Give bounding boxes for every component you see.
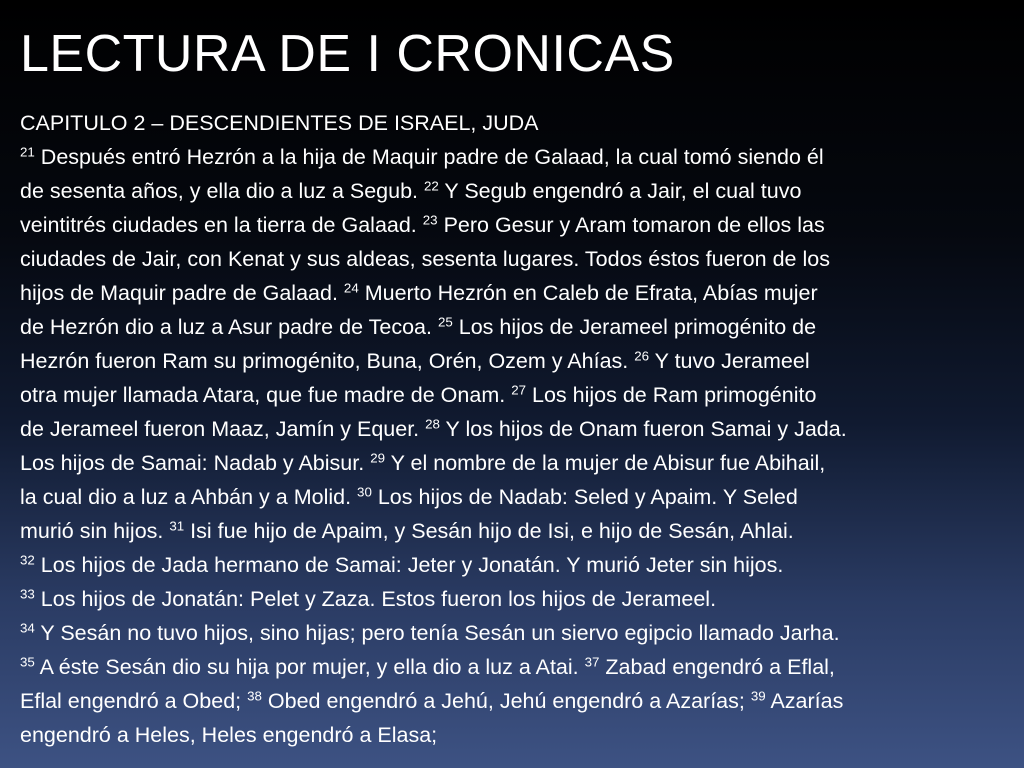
text-line bbox=[20, 446, 1010, 480]
verse-number: 35 bbox=[20, 654, 35, 670]
verse-text-segment: la cual dio a luz a Ahbán y a Molid. bbox=[20, 485, 358, 509]
verse-number: 38 bbox=[247, 688, 262, 704]
verse-text-segment: A éste Sesán dio su hija por mujer, y ella dio a luz a Atai. bbox=[34, 655, 585, 679]
verse-text-segment: hijos de Maquir padre de Galaad. bbox=[20, 281, 344, 305]
verse-text-segment: Isi fue hijo de Apaim, y Sesán hijo de Isi, e hijo de Sesán, Ahlai. bbox=[184, 519, 794, 543]
verse-number: 32 bbox=[20, 552, 35, 568]
verse-text-segment: de Hezrón dio a luz a Asur padre de Tecoa. bbox=[20, 315, 438, 339]
verse-number: 22 bbox=[424, 178, 439, 194]
verse-text-segment: ciudades de Jair, con Kenat y sus aldeas, sesenta lugares. Todos éstos fueron de los bbox=[20, 247, 830, 271]
verse-text-segment: Y Segub engendró a Jair, el cual tuvo bbox=[438, 179, 802, 203]
verse-number: 34 bbox=[20, 620, 35, 636]
verse-text-segment: Y tuvo Jerameel bbox=[649, 349, 810, 373]
verse-text-segment: otra mujer llamada Atara, que fue madre de Onam. bbox=[20, 383, 512, 407]
text-line bbox=[20, 242, 1010, 276]
text-line bbox=[20, 378, 1010, 412]
verse-number: 25 bbox=[437, 314, 453, 330]
verse-text-segment: Los hijos de Jerameel primogénito de bbox=[452, 315, 817, 339]
verse-text-segment: de sesenta años, y ella dio a luz a Segub. bbox=[20, 179, 424, 203]
verse-text-segment: murió sin hijos. bbox=[20, 519, 170, 543]
verse-number: 37 bbox=[584, 654, 600, 670]
verse-text-segment: Los hijos de Samai: Nadab y Abisur. bbox=[20, 451, 371, 475]
verse-number: 27 bbox=[511, 382, 527, 398]
verse-text-segment: Los hijos de Jonatán: Pelet y Zaza. Estos fueron los hijos de Jerameel. bbox=[34, 587, 717, 611]
verse-text-segment: Eflal engendró a Obed; bbox=[20, 689, 248, 713]
verse-number: 33 bbox=[20, 586, 35, 602]
verse-number: 21 bbox=[20, 144, 35, 160]
verse-text-segment: Y Sesán no tuvo hijos, sino hijas; pero tenía Sesán un siervo egipcio llamado Jarha. bbox=[34, 621, 840, 645]
verse-text-segment: Zabad engendró a Eflal, bbox=[599, 655, 835, 679]
slide-title: LECTURA DE I CRONICAS bbox=[20, 25, 675, 83]
chapter-heading: CAPITULO 2 – DESCENDIENTES DE ISRAEL, JUDA bbox=[20, 111, 539, 135]
verse-number: 24 bbox=[343, 280, 359, 296]
text-line bbox=[20, 140, 1010, 174]
text-line bbox=[20, 582, 1010, 616]
verse-text bbox=[20, 140, 1010, 752]
text-line bbox=[20, 718, 1010, 752]
verse-number: 26 bbox=[634, 348, 650, 364]
text-line bbox=[20, 684, 1010, 718]
verse-text-segment: Después entró Hezrón a la hija de Maquir padre de Galaad, la cual tomó siendo él bbox=[34, 145, 824, 169]
verse-number: 29 bbox=[370, 450, 386, 466]
verse-text-segment: Y el nombre de la mujer de Abisur fue Abihail, bbox=[385, 451, 826, 475]
verse-text-segment: Azarías bbox=[765, 689, 844, 713]
verse-number: 28 bbox=[425, 416, 440, 432]
verse-text-segment: Muerto Hezrón en Caleb de Efrata, Abías mujer bbox=[358, 281, 818, 305]
text-line bbox=[20, 174, 1010, 208]
text-line bbox=[20, 208, 1010, 242]
verse-text-segment: Obed engendró a Jehú, Jehú engendró a Azarías; bbox=[261, 689, 751, 713]
text-line bbox=[20, 650, 1010, 684]
verse-number: 39 bbox=[750, 688, 766, 704]
verse-number: 30 bbox=[357, 484, 372, 500]
text-line bbox=[20, 616, 1010, 650]
text-line bbox=[20, 480, 1010, 514]
text-line bbox=[20, 548, 1010, 582]
verse-text-segment: Los hijos de Nadab: Seled y Apaim. Y Seled bbox=[371, 485, 798, 509]
verse-text-segment: Los hijos de Jada hermano de Samai: Jeter y Jonatán. Y murió Jeter sin hijos. bbox=[34, 553, 784, 577]
verse-text-segment: Y los hijos de Onam fueron Samai y Jada. bbox=[439, 417, 847, 441]
slide-body bbox=[20, 106, 1010, 752]
verse-text-segment: de Jerameel fueron Maaz, Jamín y Equer. bbox=[20, 417, 426, 441]
text-line bbox=[20, 276, 1010, 310]
verse-text-segment: Los hijos de Ram primogénito bbox=[526, 383, 817, 407]
text-line bbox=[20, 344, 1010, 378]
verse-text-segment: engendró a Heles, Heles engendró a Elasa; bbox=[20, 723, 438, 747]
text-line bbox=[20, 514, 1010, 548]
verse-text-segment: veintitrés ciudades en la tierra de Galaad. bbox=[20, 213, 423, 237]
verse-text-segment: Hezrón fueron Ram su primogénito, Buna, Orén, Ozem y Ahías. bbox=[20, 349, 635, 373]
text-line bbox=[20, 412, 1010, 446]
verse-number: 23 bbox=[422, 212, 438, 228]
verse-text-segment: Pero Gesur y Aram tomaron de ellos las bbox=[437, 213, 825, 237]
verse-number: 31 bbox=[169, 518, 185, 534]
text-line bbox=[20, 310, 1010, 344]
